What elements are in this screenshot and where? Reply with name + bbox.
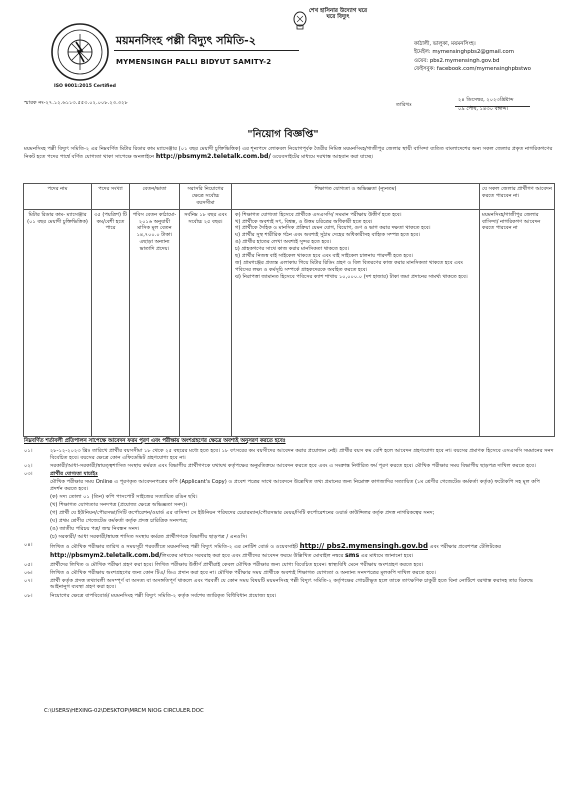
organization-name-bn: ময়মনসিংহ পল্লী বিদ্যুৎ সমিতি-২ bbox=[116, 34, 256, 47]
website-line: ওয়েব: pbs2.mymensingh.gov.bd bbox=[414, 57, 500, 64]
col-header-excluded: যে সকল জেলার প্রার্থীগণ আবেদন করতে পারবেন না। bbox=[480, 184, 555, 210]
pbs-logo bbox=[50, 22, 110, 82]
date-label: তারিখঃ bbox=[396, 102, 412, 108]
cell-salary: পবিস বেতন কাঠামো- ২০১৬ অনুযায়ী মাসিক মূল বেতন ১৪,৭০০.০ টাকা। এছাড়া অন্যান্য ভাতাদি প্রদেয়। bbox=[130, 209, 180, 436]
qualification-item: চ) গ্রাহকগণের সাথে কাজ করার মানসিকতা থাকতে হবে। bbox=[235, 246, 349, 252]
term-text: এবং পরীক্ষার প্রবেশপত্র টেলিটকের bbox=[427, 544, 501, 551]
term-row bbox=[24, 534, 554, 541]
term-row bbox=[24, 518, 554, 525]
cell-excluded-districts: ময়মনসিংহ/গাজীপুর জেলার বাসিন্দা/ নাগরিকগণ আবেদন করতে পারবেন না bbox=[480, 209, 555, 436]
term-text: প্রার্থীদের লিখিত ও মৌখিক পরীক্ষা গ্রহণ করা হবে। লিখিত পরীক্ষায় উত্তীর্ণ প্রার্থীরাই কেবল মৌখিক পরীক্ষার জন্য যোগ্য বিবেচিত হবেন। স্বাস্থ্যবিধি মেনে পরীক্ষায় অংশগ্রহণ করতে হবে। bbox=[50, 561, 424, 568]
term-row bbox=[24, 526, 554, 533]
facebook-line: ফেইসবুক: facebook.com/mymensinghpbstwo bbox=[414, 66, 531, 73]
intro-tail: ওয়েবসাইটের মাধ্যমে দরখাস্ত আহবান করা যাচ্ছে। bbox=[270, 153, 374, 160]
term-text: সরকারী/আধা-সরকারী/স্বায়ত্ত্বশাসিত সংস্থায় কর্মরত এবং বিভাগীয় প্রার্থীগণকে যথাযথ কর্তৃপক্ষের অনুমতিক্রমে আবেদন করতে হবে এবং এ সংক্রান্ত নির্ধারিত ফর্ম পূরণ করতে হবে। মৌখিক পরীক্ষার সময় বিভাগীয় ছাড়পত্র দাখিল করতে হবে। bbox=[50, 462, 536, 469]
term-number: ০৪। bbox=[24, 542, 33, 549]
term-text: (খ) শিক্ষাগত যোগ্যতার সনদপত্র (প্রযোজ্য ক্ষেত্রে অভিজ্ঞতা সনদ)। bbox=[50, 501, 188, 508]
term-text: লিখিত ও মৌখিক পরীক্ষার তারিখ ও সময়সূচী পরবর্তীতে ময়মনসিংহ পল্লী বিদ্যুৎ সমিতি-২ এর নোটিশ বোর্ড ও ওয়েবসাইট bbox=[50, 544, 300, 551]
term-row bbox=[24, 479, 554, 493]
term-row bbox=[24, 463, 554, 470]
term-row bbox=[24, 471, 554, 478]
qualification-item: জ) গ্রামগঞ্জের প্রত্যন্ত এলাকায় গিয়ে মিটার রিডিং গ্রহণ ও বিল বিতরণের কাজ করার মানসিকতা থাকতে হবে এবং পবিসের লক্ষ্য ও কর্মসূচি সম্পর্কে গ্রাহকদেরকে অবহিত করতে হবে। bbox=[235, 259, 463, 273]
notice-title: "নিয়োগ বিজ্ঞপ্তি" bbox=[247, 129, 319, 140]
date-gregorian: ২৪ ডিসেম্বর, ২০২৩খ্রিষ্টাব্দ bbox=[458, 97, 514, 103]
admit-card-link[interactable]: http://pbsmym2.teletalk.com.bd/ bbox=[50, 552, 162, 560]
qualification-item: ঙ) প্রার্থীর হাতের লেখা অবশ্যই সুন্দর হতে হবে। bbox=[235, 239, 331, 246]
cell-qualifications bbox=[232, 209, 480, 436]
term-number: ০৮। bbox=[24, 592, 33, 599]
intro-text: ময়মনসিংহ পল্লী বিদ্যুৎ সমিতি-২ এর নিম্নবর্ণিত মিটার রিডার কাম ম্যাসেঞ্জার (০১ বছর মেয়াদী চুক্তিভিত্তিক) এর শূন্যপদে লোকবল নিয়োগপূর্বক তৈরীর নিমিত্ত ময়মনসিংহ/গাজীপুর জেলার স্থায়ী বাসিন্দা ব্যতিত বাংলাদেশের অন্য সকল জেলার প্রকৃত নাগরিকগণের নিকট হতে পদের পার্শ্বে বর্ণিত যোগ্যতা থাকা সাপেক্ষে অনলাইনে bbox=[24, 146, 553, 160]
sms-word: sms bbox=[345, 551, 360, 560]
vacancy-table bbox=[23, 183, 555, 437]
col-header-count: পদের সংখ্যা bbox=[92, 184, 130, 210]
email-line: ইমেইল: mymensinghpbs2@gmail.com bbox=[414, 49, 514, 56]
term-row bbox=[24, 593, 554, 600]
term-row bbox=[24, 510, 554, 517]
col-header-age: সরাসরি নিয়োগের ক্ষেত্রে সর্বোচ্চ বয়সসীমা bbox=[180, 184, 232, 210]
term-row bbox=[24, 448, 554, 462]
col-header-qualification: শিক্ষাগত যোগ্যতা ও অভিজ্ঞতা (ন্যূনতম) bbox=[232, 184, 480, 210]
table-row bbox=[24, 209, 555, 436]
cell-age: সর্বনিম্ন ১৮ বছর এবং সর্বোচ্চ ২৫ বছর। bbox=[180, 209, 232, 436]
organization-name-en: MYMENSINGH PALLI BIDYUT SAMITY-2 bbox=[116, 58, 272, 66]
table-header-row bbox=[24, 184, 555, 210]
qualification-item: ছ) প্রার্থীর নিজস্ব বাই সাইকেল থাকতে হবে এবং বাই সাইকেল চালনায় পারদর্শী হতে হবে। bbox=[235, 252, 413, 259]
cell-post: মিটার রিডার কাম- ম্যাসেঞ্জার (০১ বছর মেয়াদী চুক্তিভিত্তিক) bbox=[24, 209, 92, 436]
cell-count: ৩৫ (পয়ত্রিশ) টি কম/বেশী হতে পারে bbox=[92, 209, 130, 436]
qualification-item: ক) শিক্ষাগত যোগ্যতা হিসেবে প্রার্থীকে এসএসসি/ সমমান পরীক্ষায় উত্তীর্ণ হতে হবে। bbox=[235, 211, 402, 218]
address: কাঠালী, ভালুকা, ময়মনসিংহ। bbox=[414, 41, 476, 47]
memo-reference: স্মারক নং-২৭.১২.৬১১৩.৫৫৩.০২.০০৮.২৩.৩২৮ bbox=[24, 100, 128, 106]
qualification-item: ঝ) নিরাপত্তা জামানত হিসেবে পবিসের ক্যাশ শাখায় ১০,০০০.০ (দশ হাজার) টাকা জমা প্রদানের সামর্থ্য থাকতে হবে। bbox=[235, 273, 468, 280]
term-number: ০৫। bbox=[24, 561, 33, 568]
term-number: ০২। bbox=[24, 462, 33, 469]
term-number bbox=[24, 479, 50, 493]
term-text: লিংকের মাধ্যমে সরবরাহ করা হবে এবং প্রার্থীদের আবেদন ফরমে উল্লিখিত মোবাইল নম্বরে bbox=[161, 553, 345, 560]
term-text: ২৮-১২-২০২৩ খ্রিঃ তারিখে প্রার্থীর বয়সসীমা ১৮ থেকে ২৫ বছরের মধ্যে হতে হবে। ১৮ বৎসরের কম বয়সীদের আবেদন করার প্রয়োজন নেই। প্রার্থীর বয়স কম বেশি হলে আবেদন গ্রহণযোগ্য হবে না। বয়সের প্রমাণক হিসেবে এসএসসি সমমানের সনদ বিবেচিত হবে। বয়সের ক্ষেত্রে কোন এফিডেভিট গ্রহণযোগ্য হবে না। bbox=[50, 448, 554, 461]
term-text: লিখিত ও মৌখিক পরীক্ষায় অংশগ্রহণের জন্য কোন টিএ/ ডিএ প্রদান করা হবে না। মৌখিক পরীক্ষার সময় প্রার্থীকে অবশ্যই শিক্ষাগত যোগ্যতা ও অন্যান্য সনদপত্রের মূলকপি দাখিল করতে হবে। bbox=[50, 569, 436, 576]
term-text: (ক) সদ্য তোলা ০১ (তিন) কপি পাসপোর্ট সাইজের সত্যায়িত রঙিন ছবি। bbox=[50, 493, 198, 500]
term-number: ০৭। bbox=[24, 577, 33, 584]
notice-website-link[interactable]: http:// pbs2.mymensingh.gov.bd bbox=[299, 542, 428, 551]
header-rule bbox=[114, 50, 299, 51]
col-header-salary: বেতন/ভাতা bbox=[130, 184, 180, 210]
terms-heading: নিম্নবর্ণিত শর্তাবলী প্রতিপালন সাপেক্ষে আবেদন ফরম পূরণ এবং পরীক্ষায় অংশগ্রহণের ক্ষেত্রে অবশ্যই অনুসরণ করতে হবেঃ bbox=[24, 438, 286, 444]
qualification-item: খ) প্রার্থীকে অবশ্যই সৎ, বিশ্বস্ত, ও উত্তম চরিত্রের অধিকারী হতে হবে। bbox=[235, 218, 373, 225]
term-number bbox=[24, 494, 50, 501]
term-number bbox=[24, 534, 50, 541]
term-text: (গ) প্রার্থী যে ইউনিয়ন/পৌরসভা/সিটি কর্পোরেশন/ওয়ার্ড এর বাসিন্দা সে ইউনিয়ন পরিষদের চেয়ারম্যান/পৌরসভার মেয়র/সিটি কর্পোরেশনের ওয়ার্ড কাউন্সিলর কর্তৃক প্রদত্ত নাগরিকত্বের সনদ; bbox=[50, 510, 435, 516]
term-text-with-links bbox=[50, 542, 554, 560]
term-text: (চ) সরকারী/ আধা সরকারী/স্বায়ত্ত শাসিত সংস্থায় কর্মরত প্রার্থীগণকে বিভাগীয় ছাড়পত্র / এনওসি। bbox=[50, 534, 248, 541]
date-bengali: ০৯ পৌষ, ১৪৩০ বঙ্গাব্দ। bbox=[458, 106, 509, 112]
term-row bbox=[24, 578, 554, 592]
term-text: প্রার্থীর যোগ্যতা যাচাইঃ bbox=[50, 470, 98, 477]
term-text: নিয়োগের ক্ষেত্রে বাপবিবোর্ড/ ময়মনসিংহ পল্লী বিদ্যুৎ সমিতি-২ কর্তৃক সর্বশেষ জারিকৃত বিধিবিধান প্রযোজ্য হবে। bbox=[50, 592, 277, 599]
file-path-footer: C:\USERS\HEXING-02\DESKTOP\MRCM NIOG CIRCULER.DOC bbox=[44, 708, 204, 714]
term-number bbox=[24, 518, 50, 525]
intro-paragraph bbox=[24, 146, 554, 161]
term-number bbox=[24, 526, 50, 533]
contact-block bbox=[414, 40, 554, 74]
term-row bbox=[24, 570, 554, 577]
term-text: এর মাধ্যমে জানানো হবে। bbox=[359, 553, 414, 560]
term-row bbox=[24, 502, 554, 509]
term-row bbox=[24, 494, 554, 501]
apply-url[interactable]: http://pbsmym2.teletalk.com.bd/ bbox=[155, 152, 271, 160]
term-row bbox=[24, 562, 554, 569]
col-header-post: পদের নাম bbox=[24, 184, 92, 210]
qualification-item: ঘ) প্রার্থীর সুস্থ শারীরিক গঠন এবং অবশ্যই সুঠাম দেহের অধিকারীসহ বাহ্যিক সম্পন্ন হতে হবে। bbox=[235, 232, 421, 239]
iso-certification: ISO 9001:2015 Certified bbox=[54, 84, 116, 89]
qualification-item: গ) প্রার্থীকে দৈহিক ও মানসিক প্রক্রিয়া যেমন যোগ, বিয়োগ, গুণ ও ভাগ করার দক্ষতা থাকতে হবে। bbox=[235, 225, 431, 232]
term-number: ০৬। bbox=[24, 569, 33, 576]
slogan-text: শেখ হাসিনার উদ্যোগ ঘরে ঘরে বিদ্যুৎ bbox=[308, 8, 368, 21]
term-number bbox=[24, 502, 50, 509]
term-number bbox=[24, 510, 50, 517]
terms-list bbox=[24, 448, 554, 601]
term-row bbox=[24, 542, 554, 560]
term-number: ০৩। bbox=[24, 470, 33, 477]
term-text: (ঘ) প্রথম শ্রেণীর গেজেটেড কর্মকর্তা কর্তৃক প্রদত্ত চারিত্রিক সনদপত্র; bbox=[50, 518, 188, 525]
term-number: ০১। bbox=[24, 448, 33, 454]
term-text: মৌখিক পরীক্ষার সময় Online এ পূরণকৃত আবেদনপত্রের কপি (Applicant's Copy) ও প্রবেশ পত্রের সাথে আবেদনে উল্লেখিত তথ্য প্রমানের জন্য নিম্নোক্ত কাগজাদির সত্যায়িত (১ম শ্রেণীর গেজেটেড কর্মকর্তা কর্তৃক) ফটোকপি সহ মূল কপি প্রদর্শন করতে হবে। bbox=[50, 479, 540, 492]
term-text: প্রার্থী কর্তৃক প্রদত্ত তথ্যাবলী অসম্পূর্ণ বা অসত্য বা অসঙ্গতিপূর্ণ থাকলে এবং পরবর্তী যে কোন সময় বিষয়টি ময়মনসিংহ পল্লী বিদ্যুৎ সমিতি-২ কর্তৃপক্ষের গোচরীভূত হলে তাকে তাৎক্ষণিক চাকুরী হতে বিনা নোটিশে বরখাস্ত করাসহ তার বিরুদ্ধে আইনানুগ ব্যবস্থা গ্রহণ করা হবে। bbox=[50, 577, 533, 591]
term-text: (ঙ) জাতীয় পরিচয় পত্র/ জন্ম নিবন্ধন সনদ। bbox=[50, 526, 140, 533]
